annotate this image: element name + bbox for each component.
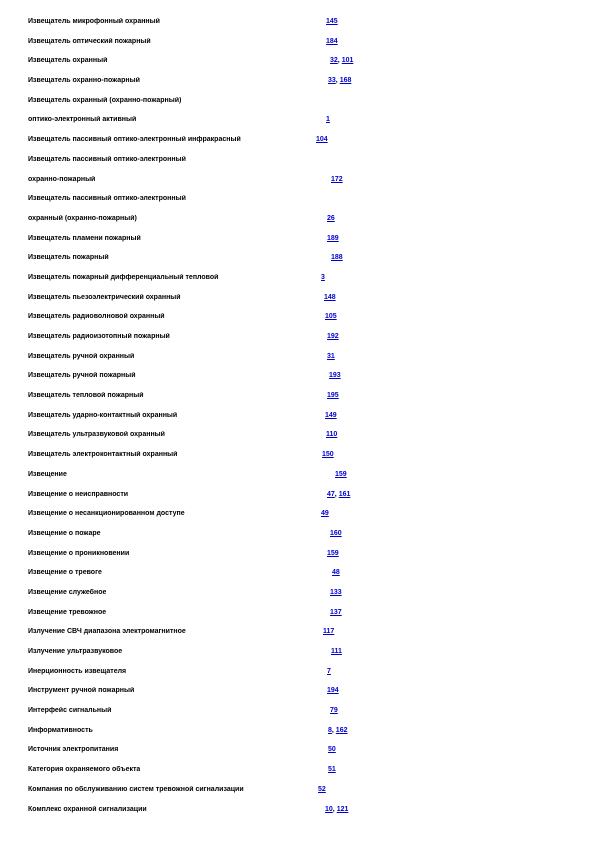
index-page-refs <box>330 57 353 64</box>
page-link[interactable]: 148 <box>324 293 336 301</box>
page-link[interactable]: 149 <box>325 411 337 419</box>
index-term: Извещатель пассивный оптико-электронный <box>28 195 186 203</box>
page-link[interactable]: 111 <box>331 648 342 655</box>
index-entry <box>28 15 568 35</box>
page-link[interactable]: 31 <box>327 352 335 360</box>
index-page-refs <box>329 372 341 379</box>
index-page-refs <box>316 136 328 143</box>
index-entry <box>28 645 568 665</box>
index-term: охранный (охранно-пожарный) <box>28 214 137 222</box>
index-page-refs <box>322 451 334 458</box>
page-link[interactable]: 194 <box>327 687 339 695</box>
index-entry <box>28 113 568 133</box>
index-entry <box>28 488 568 508</box>
page-link[interactable]: 101 <box>341 57 354 65</box>
index-page-refs <box>325 806 348 813</box>
page-link[interactable]: 137 <box>330 608 342 616</box>
index-term: Инструмент ручной пожарный <box>28 687 135 695</box>
page-separator: , <box>334 490 339 498</box>
index-entry <box>28 291 568 311</box>
index-page-refs <box>324 294 336 301</box>
index-term: Извещатель микрофонный охранный <box>28 18 160 25</box>
index-term: Извещатель ультразвуковой охранный <box>28 431 165 439</box>
index-page-refs <box>327 550 339 557</box>
index-term: Компания по обслуживанию систем тревожной сигнализации <box>28 785 244 793</box>
index-term: охранно-пожарный <box>28 175 96 183</box>
index-entry <box>28 547 568 567</box>
index-entry <box>28 310 568 330</box>
index-term: Извещатель ручной охранный <box>28 352 135 360</box>
page-separator: , <box>332 805 337 813</box>
index-entry <box>28 409 568 429</box>
index-entry <box>28 566 568 586</box>
page-link[interactable]: 184 <box>326 37 338 45</box>
index-term: Извещатель электроконтактный охранный <box>28 451 178 459</box>
index-term: Интерфейс сигнальный <box>28 707 112 715</box>
index-page-refs <box>328 746 336 753</box>
index-entry <box>28 173 568 193</box>
page-link[interactable]: 159 <box>335 470 347 478</box>
page-link[interactable]: 172 <box>331 175 343 183</box>
index-page-refs <box>327 491 350 498</box>
page-link[interactable]: 8 <box>328 726 332 734</box>
index-term: Извещение о пожаре <box>28 529 101 537</box>
page-link[interactable]: 189 <box>327 234 339 242</box>
index-page-refs <box>330 589 342 596</box>
page-link[interactable]: 168 <box>339 77 352 85</box>
index-term: Извещатель пожарный <box>28 254 109 262</box>
page-link[interactable]: 3 <box>321 273 325 281</box>
page-link[interactable]: 32 <box>330 57 338 65</box>
index-term: Извещатель пассивный оптико-электронный <box>28 155 186 163</box>
index-term: Извещатель ударно-контактный охранный <box>28 411 178 419</box>
index-page-refs <box>331 176 343 183</box>
page-link[interactable]: 51 <box>328 766 336 774</box>
index-term: Излучение СВЧ диапазона электромагнитное <box>28 628 186 636</box>
index-term: Извещатель радиоволновой охранный <box>28 313 165 321</box>
index-term: Извещатель охранно-пожарный <box>28 77 140 85</box>
page-link[interactable]: 52 <box>318 785 326 793</box>
index-page-refs <box>331 254 343 261</box>
index-entry <box>28 330 568 350</box>
index-term: Источник электропитания <box>28 746 119 754</box>
index-page-refs <box>321 274 325 281</box>
index-page-refs <box>330 530 342 537</box>
index-term: Извещатель пьезоэлектрический охранный <box>28 293 181 301</box>
index-page-refs <box>327 392 339 399</box>
page-separator: , <box>335 77 340 85</box>
index-term: Извещатель радиоизотопный пожарный <box>28 333 170 340</box>
index-term: Комплекс охранной сигнализации <box>28 805 147 813</box>
page-link[interactable]: 195 <box>327 392 339 400</box>
index-entry <box>28 133 568 153</box>
index-entry <box>28 369 568 389</box>
index-entry <box>28 527 568 547</box>
page-link[interactable]: 145 <box>326 18 338 25</box>
index-page-refs <box>318 786 326 793</box>
index-page-refs <box>327 687 339 694</box>
index-term: Извещатель тепловой пожарный <box>28 392 144 400</box>
page-link[interactable]: 110 <box>326 431 338 439</box>
index-page-refs <box>326 431 337 438</box>
index-entry <box>28 507 568 527</box>
index-entry <box>28 232 568 252</box>
page-link[interactable]: 50 <box>328 746 336 754</box>
index-entry <box>28 271 568 291</box>
index-page-refs <box>325 412 337 419</box>
page-link[interactable]: 133 <box>330 588 342 596</box>
index-term: Излучение ультразвуковое <box>28 648 123 655</box>
index-entry <box>28 724 568 744</box>
index-term: Извещатель охранный <box>28 57 108 65</box>
index-entry <box>28 704 568 724</box>
index-page-refs <box>327 353 335 360</box>
index-term: Инерционность извещателя <box>28 667 127 675</box>
index-page-refs <box>326 18 338 25</box>
index-term: Извещение о несанкционированном доступе <box>28 510 185 518</box>
index-page-refs <box>328 727 347 734</box>
index-list <box>28 15 568 822</box>
index-term: Извещение служебное <box>28 588 107 596</box>
index-term: Извещатель пассивный оптико-электронный инфракрасный <box>28 136 241 144</box>
index-page-refs <box>326 38 338 45</box>
page-link[interactable]: 10 <box>325 805 333 813</box>
index-entry <box>28 389 568 409</box>
index-entry <box>28 684 568 704</box>
page-link[interactable]: 150 <box>322 451 334 459</box>
index-entry <box>28 251 568 271</box>
index-page-refs <box>327 333 339 340</box>
index-term: Извещение о тревоге <box>28 569 102 577</box>
index-entry <box>28 468 568 488</box>
index-entry <box>28 665 568 685</box>
index-term: Извещение <box>28 470 67 478</box>
index-entry <box>28 350 568 370</box>
index-entry <box>28 803 568 823</box>
page-separator: , <box>337 57 342 65</box>
index-page-refs <box>330 707 338 714</box>
index-term: Извещатель охранный (охранно-пожарный) <box>28 96 182 104</box>
index-entry <box>28 763 568 783</box>
page-link[interactable]: 105 <box>325 313 337 321</box>
index-entry <box>28 743 568 763</box>
index-page-refs <box>328 766 336 773</box>
index-entry <box>28 212 568 232</box>
index-entry <box>28 625 568 645</box>
page-link[interactable]: 26 <box>327 214 335 222</box>
index-entry <box>28 448 568 468</box>
index-page-refs <box>332 569 340 576</box>
page-link[interactable]: 192 <box>327 333 339 340</box>
index-page-refs <box>331 648 342 655</box>
index-page-refs <box>335 471 347 478</box>
index-entry <box>28 783 568 803</box>
page-link[interactable]: 1 <box>326 116 330 124</box>
index-term: Извещатель пожарный дифференциальный тепловой <box>28 273 219 281</box>
index-entry <box>28 606 568 626</box>
index-page-refs <box>327 668 331 675</box>
index-entry <box>28 54 568 74</box>
page-link[interactable]: 121 <box>336 805 349 813</box>
page-link[interactable]: 7 <box>327 667 331 675</box>
page-link[interactable]: 79 <box>330 707 338 715</box>
index-entry <box>28 428 568 448</box>
page-link[interactable]: 117 <box>323 628 335 636</box>
index-term: Извещение о неисправности <box>28 490 129 498</box>
index-page-refs <box>323 628 334 635</box>
index-term: Извещатель оптический пожарный <box>28 37 151 45</box>
index-page-refs <box>321 510 329 517</box>
index-entry <box>28 153 568 173</box>
index-term: Категория охраняемого объекта <box>28 766 141 774</box>
index-entry <box>28 94 568 114</box>
index-entry <box>28 192 568 212</box>
page-link[interactable]: 33 <box>328 77 336 85</box>
index-page-refs <box>327 215 335 222</box>
index-term: Извещение тревожное <box>28 608 107 616</box>
index-page-refs <box>328 77 351 84</box>
index-page-refs <box>326 116 330 123</box>
index-term: Информативность <box>28 726 93 734</box>
index-page-refs <box>327 235 339 242</box>
page-link[interactable]: 188 <box>331 254 343 262</box>
index-term: Извещатель ручной пожарный <box>28 372 136 380</box>
page-link[interactable]: 47 <box>327 490 335 498</box>
index-page-refs <box>325 313 337 320</box>
index-term: Извещение о проникновении <box>28 549 130 557</box>
index-page-refs <box>330 609 342 616</box>
page-separator: , <box>331 726 336 734</box>
page-link[interactable]: 162 <box>335 726 348 734</box>
page-link[interactable]: 159 <box>327 549 339 557</box>
page-link[interactable]: 104 <box>316 136 328 144</box>
index-term: Извещатель пламени пожарный <box>28 234 141 242</box>
page-link[interactable]: 161 <box>338 490 351 498</box>
index-term: оптико-электронный активный <box>28 116 137 124</box>
index-entry <box>28 586 568 606</box>
index-entry <box>28 74 568 94</box>
index-entry <box>28 35 568 55</box>
page-link[interactable]: 193 <box>329 372 341 380</box>
page-link[interactable]: 49 <box>321 510 329 518</box>
page-link[interactable]: 160 <box>330 529 342 537</box>
page-link[interactable]: 48 <box>332 569 340 577</box>
